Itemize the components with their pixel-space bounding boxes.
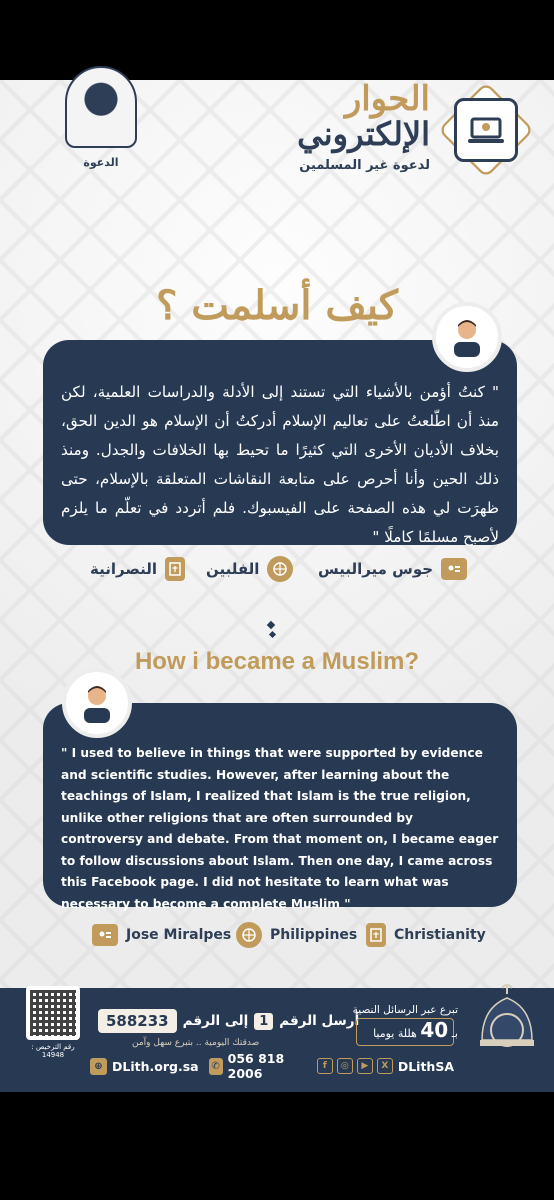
x-icon[interactable]: X xyxy=(377,1058,393,1074)
globe-icon: ⊕ xyxy=(90,1058,107,1075)
user-icon xyxy=(445,315,489,359)
globe-icon xyxy=(267,556,293,582)
partner-emblem-icon xyxy=(65,66,137,148)
book-icon xyxy=(366,923,386,947)
arabic-title: كيف أسلمت ؟ xyxy=(156,282,398,329)
globe-icon xyxy=(236,922,262,948)
meta-country xyxy=(236,918,357,952)
donate-amount: 40 xyxy=(420,1018,449,1042)
country-label: الفلبين xyxy=(206,560,260,578)
sms-code: 1 xyxy=(254,1013,273,1030)
meta-name xyxy=(92,918,231,952)
arabic-meta-row xyxy=(0,552,554,586)
sms-to-label: إلى الرقم xyxy=(182,1013,249,1029)
license-label: رقم الترخيص : 14948 xyxy=(31,1043,75,1059)
id-card-icon xyxy=(92,924,118,946)
facebook-icon[interactable]: f xyxy=(317,1058,333,1074)
user-icon xyxy=(75,681,119,725)
social-icons xyxy=(317,1058,393,1074)
religion-label: النصرانية xyxy=(90,560,158,578)
brand-logo xyxy=(242,79,532,182)
donate-amount-line xyxy=(348,1018,458,1042)
donate-title: تبرع عبر الرسائل النصية xyxy=(352,1004,458,1016)
donate-info xyxy=(348,1004,458,1054)
english-meta-row xyxy=(0,918,554,952)
book-icon xyxy=(165,557,185,581)
divider-dots-icon xyxy=(266,620,278,640)
sms-number: 588233 xyxy=(98,1009,177,1033)
religion-label: Christianity xyxy=(394,927,486,943)
meta-name xyxy=(318,552,467,586)
partner-logo xyxy=(60,66,142,186)
whatsapp-icon: ✆ xyxy=(209,1058,223,1075)
qr-pattern xyxy=(30,990,76,1036)
qr-code[interactable] xyxy=(26,986,80,1040)
website-text: DLith.org.sa xyxy=(112,1058,199,1074)
name-label: Jose Miralpes xyxy=(126,927,232,943)
website-link[interactable] xyxy=(90,1058,199,1075)
english-title: How i became a Muslim? xyxy=(134,648,420,675)
dawah-seal-icon xyxy=(472,980,542,1088)
donate-suffix: هللة يوميا xyxy=(373,1027,417,1040)
partner-label: الدعوة xyxy=(83,156,119,169)
english-quote-text: " I used to believe in things that were supported by evidence and scientific studies. However, after learning about the teachings of Islam, I realized that Islam is the true religion, unlike other religions that are often surrounded by controversy and debate. From that moment on, I became eager to follow discussions about Islam. Then one day, I came across this Facebook page. I did not hesitate to learn what was necessary to become a complete Muslim " xyxy=(61,746,499,911)
social-links xyxy=(317,1058,454,1074)
sms-send-label: أرسل الرقم xyxy=(279,1013,360,1029)
country-label: Philippines xyxy=(270,927,358,943)
contact-row xyxy=(90,1051,454,1081)
laptop-chat-icon xyxy=(454,98,518,162)
brand-title-line2: الإلكتروني xyxy=(297,115,430,153)
arabic-quote-card xyxy=(43,340,517,545)
sms-subtitle: صدقتك اليومية .. بتبرع سهل وآمن xyxy=(132,1038,260,1048)
donate-prefix: بـ xyxy=(451,1027,458,1040)
instagram-icon[interactable]: ◎ xyxy=(337,1058,353,1074)
meta-religion xyxy=(366,918,486,952)
english-quote-card xyxy=(43,703,517,911)
brand-subtitle: لدعوة غير المسلمين xyxy=(299,158,430,173)
brand-title-line1: الحوار xyxy=(344,79,430,119)
social-handle: DLithSA xyxy=(397,1058,454,1074)
avatar xyxy=(62,668,132,738)
meta-religion xyxy=(90,552,185,586)
sms-instruction xyxy=(98,1004,359,1038)
name-label: جوس ميرالبيس xyxy=(318,560,434,578)
id-card-icon xyxy=(441,558,467,580)
phone-text: 056 818 2006 xyxy=(227,1051,285,1081)
avatar xyxy=(432,302,502,372)
arabic-quote-text: " كنتُ أؤمن بالأشياء التي تستند إلى الأدلة والدراسات العلمية، لكن منذ أن اطّلعتُ على تعاليم الإسلام أدركتُ أن الإسلام هو الدين الحق، بخلاف الأديان الأخرى التي كثيرًا ما تحيط بها الخلافات والجدل. ومنذ ذلك الحين وأنا أحرص على متابعة النقاشات المتعلقة بالإسلام، حتى ظهرَت لي هذه الصفحة على الفيسبوك. فلم أتردد في تعلّم ما يلزم لأصبح مسلمًا كاملًا " xyxy=(61,383,499,546)
phone-link[interactable] xyxy=(209,1051,307,1081)
meta-country xyxy=(206,552,293,586)
youtube-icon[interactable]: ▶ xyxy=(357,1058,373,1074)
